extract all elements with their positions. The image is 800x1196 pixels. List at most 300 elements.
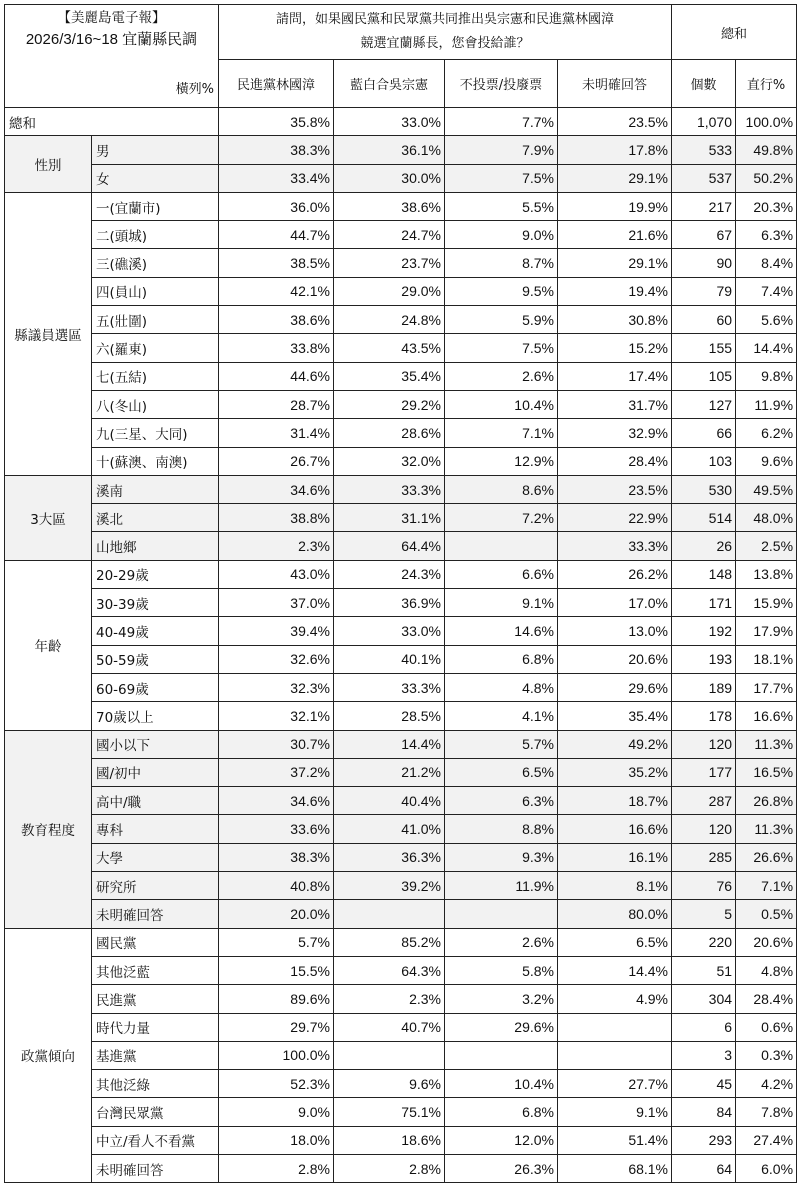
table-cell: 530 [672,475,736,503]
table-cell: 34.6% [219,475,334,503]
table-cell: 105 [672,362,736,390]
table-cell: 49.2% [558,730,672,758]
row-label: 七(五結) [92,362,219,390]
row-label: 基進黨 [92,1041,219,1069]
table-row [5,136,797,164]
table-cell: 17.8% [558,136,672,164]
table-cell: 36.9% [334,589,445,617]
table-row [5,872,797,900]
table-cell: 9.3% [445,843,558,871]
table-cell: 18.0% [219,1126,334,1154]
table-cell: 33.3% [334,673,445,701]
row-label: 五(壯圍) [92,306,219,334]
table-cell: 76 [672,872,736,900]
table-cell: 9.1% [445,589,558,617]
table-cell: 18.6% [334,1126,445,1154]
table-row [5,787,797,815]
table-row [5,1154,797,1182]
row-label: 國民黨 [92,928,219,956]
table-cell: 51 [672,956,736,984]
table-cell: 6.6% [445,560,558,588]
table-cell: 287 [672,787,736,815]
table-cell: 21.6% [558,221,672,249]
table-cell [445,532,558,560]
table-cell: 38.8% [219,504,334,532]
table-cell: 36.0% [219,192,334,220]
table-cell: 6 [672,1013,736,1041]
row-label: 時代力量 [92,1013,219,1041]
table-cell: 7.2% [445,504,558,532]
table-cell: 16.6% [558,815,672,843]
table-cell: 64 [672,1154,736,1182]
table-cell: 19.9% [558,192,672,220]
table-cell: 38.6% [219,306,334,334]
table-cell: 90 [672,249,736,277]
table-cell: 44.6% [219,362,334,390]
table-cell: 304 [672,985,736,1013]
row-label: 溪南 [92,475,219,503]
table-cell: 18.1% [736,645,797,673]
table-cell: 24.8% [334,306,445,334]
table-row [5,362,797,390]
no-vote-column-header: 不投票/投廢票 [445,60,558,108]
table-cell: 40.7% [334,1013,445,1041]
table-cell: 31.4% [219,419,334,447]
table-cell: 31.7% [558,390,672,418]
table-cell: 5.9% [445,306,558,334]
table-cell: 2.8% [219,1154,334,1182]
row-label: 30-39歲 [92,589,219,617]
table-cell: 217 [672,192,736,220]
table-cell: 6.3% [736,221,797,249]
table-row [5,306,797,334]
table-cell: 6.0% [736,1154,797,1182]
group-label: 縣議員選區 [5,192,92,475]
table-cell: 40.8% [219,872,334,900]
undecided-column-header: 未明確回答 [558,60,672,108]
table-cell: 0.6% [736,1013,797,1041]
survey-date-title: 2026/3/16~18 宜蘭縣民調 [25,31,198,48]
table-cell: 20.3% [736,192,797,220]
table-row [5,277,797,305]
table-cell: 39.2% [334,872,445,900]
table-cell: 29.6% [445,1013,558,1041]
table-row [5,192,797,220]
table-cell: 30.0% [334,164,445,192]
table-cell: 67 [672,221,736,249]
table-cell: 15.2% [558,334,672,362]
table-row [5,815,797,843]
table-row [5,928,797,956]
table-cell: 7.1% [445,419,558,447]
table-cell: 220 [672,928,736,956]
table-cell: 17.9% [736,617,797,645]
table-cell: 33.3% [334,475,445,503]
table-cell: 177 [672,758,736,786]
table-row [5,1098,797,1126]
table-cell: 36.3% [334,843,445,871]
table-row [5,758,797,786]
table-cell: 30.7% [219,730,334,758]
table-cell: 20.6% [736,928,797,956]
table-cell [558,1013,672,1041]
table-cell: 10.4% [445,390,558,418]
table-cell [445,1041,558,1069]
table-row [5,673,797,701]
table-cell: 120 [672,730,736,758]
row-label: 台灣民眾黨 [92,1098,219,1126]
row-label: 六(羅東) [92,334,219,362]
table-cell: 8.6% [445,475,558,503]
table-cell: 22.9% [558,504,672,532]
table-cell: 6.3% [445,787,558,815]
table-cell: 178 [672,702,736,730]
row-label: 50-59歲 [92,645,219,673]
table-cell: 30.8% [558,306,672,334]
column-percent-header: 直行% [736,60,797,108]
table-cell: 38.5% [219,249,334,277]
table-cell: 29.1% [558,249,672,277]
table-row [5,475,797,503]
count-column-header: 個數 [672,60,736,108]
table-cell: 32.1% [219,702,334,730]
table-cell: 43.0% [219,560,334,588]
table-cell: 100.0% [219,1041,334,1069]
table-cell: 5.7% [219,928,334,956]
table-row [5,730,797,758]
row-label: 60-69歲 [92,673,219,701]
table-cell: 5.5% [445,192,558,220]
total-row [5,108,797,136]
table-cell [445,900,558,928]
table-cell: 14.4% [736,334,797,362]
table-cell: 5.6% [736,306,797,334]
table-cell: 537 [672,164,736,192]
table-cell: 9.5% [445,277,558,305]
table-cell: 35.2% [558,758,672,786]
table-cell: 32.6% [219,645,334,673]
row-label: 溪北 [92,504,219,532]
table-cell: 5.7% [445,730,558,758]
table-cell: 23.5% [558,108,672,136]
table-cell: 33.0% [334,617,445,645]
table-row [5,1041,797,1069]
table-cell: 12.0% [445,1126,558,1154]
question-line-2: 競選宜蘭縣長，您會投給誰？ [360,36,530,51]
table-row [5,249,797,277]
table-cell: 514 [672,504,736,532]
table-cell: 26.6% [736,843,797,871]
table-cell: 45 [672,1070,736,1098]
table-cell: 27.7% [558,1070,672,1098]
table-cell: 32.9% [558,419,672,447]
table-cell: 293 [672,1126,736,1154]
table-cell: 171 [672,589,736,617]
table-cell: 2.8% [334,1154,445,1182]
table-cell: 8.7% [445,249,558,277]
table-cell: 49.5% [736,475,797,503]
table-cell: 49.8% [736,136,797,164]
table-cell: 38.3% [219,136,334,164]
table-row [5,843,797,871]
table-cell: 29.7% [219,1013,334,1041]
table-cell: 36.1% [334,136,445,164]
table-cell: 40.1% [334,645,445,673]
table-cell: 16.5% [736,758,797,786]
table-cell: 60 [672,306,736,334]
table-cell: 29.1% [558,164,672,192]
table-cell: 9.1% [558,1098,672,1126]
table-row [5,985,797,1013]
table-cell: 19.4% [558,277,672,305]
table-cell: 51.4% [558,1126,672,1154]
group-label: 性別 [5,136,92,193]
row-label: 國小以下 [92,730,219,758]
total-header: 總和 [672,5,797,60]
table-cell: 44.7% [219,221,334,249]
table-row [5,447,797,475]
table-cell: 15.9% [736,589,797,617]
table-cell: 85.2% [334,928,445,956]
table-cell: 103 [672,447,736,475]
table-cell: 148 [672,560,736,588]
kmt-tpp-wu-column-header: 藍白合吳宗憲 [334,60,445,108]
table-cell: 155 [672,334,736,362]
table-cell: 11.3% [736,815,797,843]
table-cell: 39.4% [219,617,334,645]
table-cell: 7.5% [445,164,558,192]
table-cell: 1,070 [672,108,736,136]
row-label: 70歲以上 [92,702,219,730]
table-cell: 79 [672,277,736,305]
table-cell: 9.6% [736,447,797,475]
table-cell: 37.2% [219,758,334,786]
table-cell: 0.5% [736,900,797,928]
table-cell: 35.4% [334,362,445,390]
table-cell: 48.0% [736,504,797,532]
group-label: 年齡 [5,560,92,730]
table-cell: 28.5% [334,702,445,730]
table-row [5,1013,797,1041]
table-row [5,702,797,730]
table-cell: 2.3% [334,985,445,1013]
table-row [5,390,797,418]
table-cell: 127 [672,390,736,418]
table-cell: 6.8% [445,1098,558,1126]
table-cell: 68.1% [558,1154,672,1182]
table-cell: 120 [672,815,736,843]
table-cell: 33.0% [334,108,445,136]
row-label: 大學 [92,843,219,871]
table-cell: 33.6% [219,815,334,843]
table-cell: 80.0% [558,900,672,928]
table-row [5,221,797,249]
table-cell: 15.5% [219,956,334,984]
table-cell: 7.4% [736,277,797,305]
row-label: 高中/職 [92,787,219,815]
table-cell: 29.2% [334,390,445,418]
table-cell: 9.6% [334,1070,445,1098]
table-cell: 75.1% [334,1098,445,1126]
table-cell: 24.7% [334,221,445,249]
table-cell: 8.4% [736,249,797,277]
table-cell: 23.5% [558,475,672,503]
table-cell: 2.5% [736,532,797,560]
crosstab-table-container [4,4,796,1183]
table-cell: 35.4% [558,702,672,730]
brand-title: 【美麗島電子報】 [57,10,166,26]
table-cell: 33.3% [558,532,672,560]
table-cell: 14.6% [445,617,558,645]
table-cell: 52.3% [219,1070,334,1098]
table-cell: 9.8% [736,362,797,390]
table-cell: 4.9% [558,985,672,1013]
table-cell: 6.2% [736,419,797,447]
table-cell: 26.8% [736,787,797,815]
table-cell: 2.6% [445,928,558,956]
table-cell: 84 [672,1098,736,1126]
row-label: 其他泛藍 [92,956,219,984]
table-cell: 28.4% [558,447,672,475]
table-cell: 7.9% [445,136,558,164]
row-label: 四(員山) [92,277,219,305]
table-cell: 26 [672,532,736,560]
table-row [5,164,797,192]
table-cell: 2.3% [219,532,334,560]
table-cell: 17.7% [736,673,797,701]
table-cell: 64.3% [334,956,445,984]
row-label: 山地鄉 [92,532,219,560]
group-label: 3大區 [5,475,92,560]
table-cell: 4.2% [736,1070,797,1098]
table-cell: 28.4% [736,985,797,1013]
table-cell: 4.1% [445,702,558,730]
table-cell: 31.1% [334,504,445,532]
table-cell: 37.0% [219,589,334,617]
table-row [5,1126,797,1154]
table-row [5,617,797,645]
table-cell: 33.4% [219,164,334,192]
table-cell: 64.4% [334,532,445,560]
table-row [5,560,797,588]
table-cell: 6.8% [445,645,558,673]
table-cell: 16.6% [736,702,797,730]
table-cell: 533 [672,136,736,164]
table-cell: 0.3% [736,1041,797,1069]
table-cell: 189 [672,673,736,701]
table-cell: 3 [672,1041,736,1069]
table-cell: 50.2% [736,164,797,192]
table-cell: 2.6% [445,362,558,390]
table-cell: 8.1% [558,872,672,900]
row-label: 女 [92,164,219,192]
table-row [5,504,797,532]
table-cell: 20.6% [558,645,672,673]
row-label: 其他泛綠 [92,1070,219,1098]
table-cell: 41.0% [334,815,445,843]
table-cell: 11.3% [736,730,797,758]
table-row [5,900,797,928]
table-cell: 27.4% [736,1126,797,1154]
table-cell: 89.6% [219,985,334,1013]
table-cell: 8.8% [445,815,558,843]
table-cell: 11.9% [445,872,558,900]
table-cell: 26.3% [445,1154,558,1182]
table-cell: 6.5% [558,928,672,956]
table-cell: 24.3% [334,560,445,588]
total-row-label: 總和 [5,108,219,136]
row-label: 專科 [92,815,219,843]
table-cell: 16.1% [558,843,672,871]
row-label: 40-49歲 [92,617,219,645]
table-cell: 14.4% [334,730,445,758]
row-label: 三(礁溪) [92,249,219,277]
table-cell: 192 [672,617,736,645]
group-label: 政黨傾向 [5,928,92,1183]
row-label: 一(宜蘭市) [92,192,219,220]
table-cell: 29.6% [558,673,672,701]
row-label: 十(蘇澳、南澳) [92,447,219,475]
row-label: 國/初中 [92,758,219,786]
row-label: 二(頭城) [92,221,219,249]
row-label: 九(三星、大同) [92,419,219,447]
table-cell: 7.1% [736,872,797,900]
table-cell: 100.0% [736,108,797,136]
row-label: 未明確回答 [92,900,219,928]
table-cell: 6.5% [445,758,558,786]
table-cell: 5 [672,900,736,928]
question-line-1: 請問，如果國民黨和民眾黨共同推出吳宗憲和民進黨林國漳 [276,12,615,27]
row-label: 八(冬山) [92,390,219,418]
table-cell: 13.8% [736,560,797,588]
table-cell: 20.0% [219,900,334,928]
table-cell [558,1041,672,1069]
table-cell: 11.9% [736,390,797,418]
row-label: 研究所 [92,872,219,900]
table-row [5,589,797,617]
table-cell: 38.3% [219,843,334,871]
table-row [5,956,797,984]
table-cell: 4.8% [445,673,558,701]
table-row [5,645,797,673]
question-header [219,5,672,60]
row-label: 民進黨 [92,985,219,1013]
table-cell: 32.0% [334,447,445,475]
table-cell: 40.4% [334,787,445,815]
table-cell: 35.8% [219,108,334,136]
table-cell: 13.0% [558,617,672,645]
table-row [5,334,797,362]
unit-label: 橫列% [175,82,214,97]
table-title-cell [5,5,219,108]
dpp-lin-column-header: 民進黨林國漳 [219,60,334,108]
table-cell: 32.3% [219,673,334,701]
table-row [5,532,797,560]
row-label: 未明確回答 [92,1154,219,1182]
table-cell: 28.7% [219,390,334,418]
table-cell: 4.8% [736,956,797,984]
table-cell: 38.6% [334,192,445,220]
table-cell: 34.6% [219,787,334,815]
table-cell: 10.4% [445,1070,558,1098]
table-cell: 66 [672,419,736,447]
table-cell: 43.5% [334,334,445,362]
table-row [5,1070,797,1098]
group-label: 教育程度 [5,730,92,928]
table-cell: 5.8% [445,956,558,984]
table-cell: 12.9% [445,447,558,475]
table-cell: 33.8% [219,334,334,362]
